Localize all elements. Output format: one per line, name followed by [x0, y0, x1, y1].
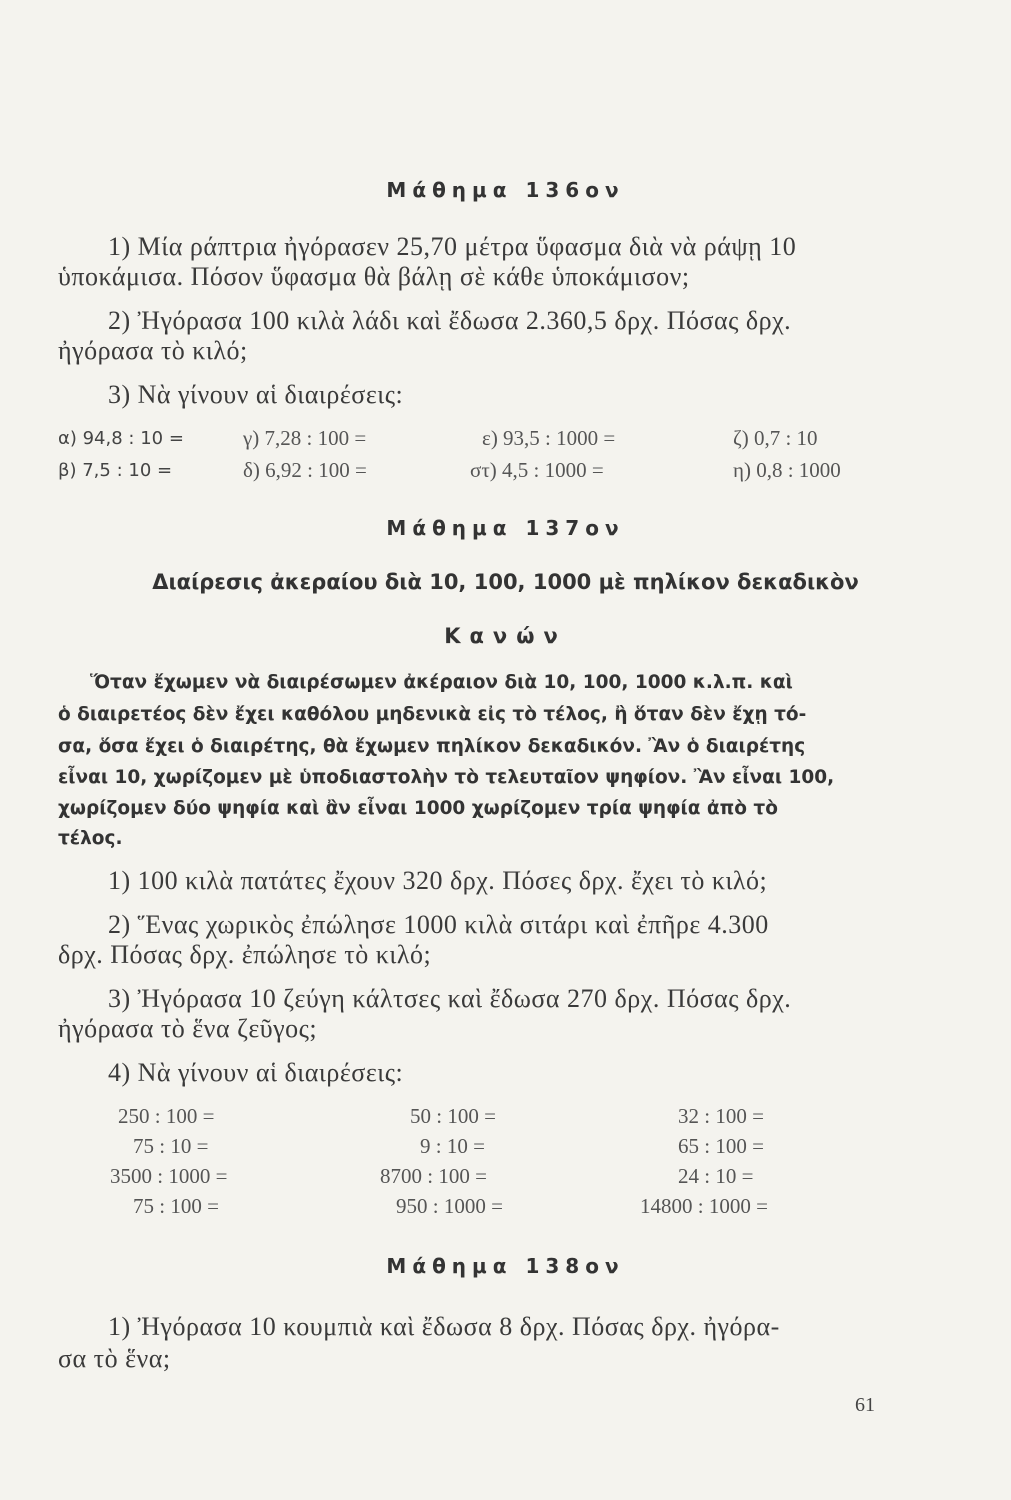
division-cell: 250 : 100 =	[118, 1104, 215, 1128]
lesson-136-problem-1-line-2: ὑποκάμισα. Πόσον ὕφασμα θὰ βάλῃ σὲ κάθε ὑποκάμισον;	[58, 262, 690, 291]
division-cell: 65 : 100 =	[678, 1134, 764, 1158]
division-cell: 75 : 100 =	[133, 1194, 219, 1218]
lesson-137-problem-3-line-2: ἠγόρασα τὸ ἕνα ζεῦγος;	[58, 1014, 318, 1043]
lesson-137-problem-2-line-2: δρχ. Πόσας δρχ. ἐπώλησε τὸ κιλό;	[58, 940, 432, 969]
page-number: 61	[855, 1394, 875, 1416]
division-cell: ζ) 0,7 : 10	[733, 426, 818, 450]
lesson-137-subtitle: Διαίρεσις ἀκεραίου διὰ 10, 100, 1000 μὲ πηλίκον δεκαδικὸν	[152, 570, 859, 594]
division-cell: β) 7,5 : 10 =	[58, 460, 173, 481]
division-cell: 950 : 1000 =	[396, 1194, 503, 1218]
division-cell: 9 : 10 =	[420, 1134, 485, 1158]
division-cell: 50 : 100 =	[410, 1104, 496, 1128]
lesson-136-problem-2-line-2: ἠγόρασα τὸ κιλό;	[58, 336, 248, 365]
rule-text-line: χωρίζομεν δύο ψηφία καὶ ἂν εἶναι 1000 χωρίζομεν τρία ψηφία ἀπὸ τὸ	[58, 798, 778, 819]
division-cell: 32 : 100 =	[678, 1104, 764, 1128]
division-cell: δ) 6,92 : 100 =	[243, 458, 367, 482]
lesson-136-title: Μάθημα 136ον	[386, 178, 625, 202]
division-cell: στ) 4,5 : 1000 =	[470, 458, 604, 482]
lesson-138-problem-1-line-2: σα τὸ ἕνα;	[58, 1344, 171, 1373]
division-cell: ε) 93,5 : 1000 =	[482, 426, 616, 450]
division-cell: 3500 : 1000 =	[110, 1164, 228, 1188]
division-cell: η) 0,8 : 1000	[733, 458, 841, 482]
rule-title: Κανών	[444, 624, 567, 648]
rule-text-line: ὁ διαιρετέος δὲν ἔχει καθόλου μηδενικὰ εἰς τὸ τέλος, ἢ ὅταν δὲν ἔχῃ τό-	[58, 704, 807, 725]
lesson-138-title: Μάθημα 138ον	[386, 1254, 625, 1278]
lesson-136-problem-1-line-1: 1) Μία ράπτρια ἠγόρασεν 25,70 μέτρα ὕφασμα διὰ νὰ ράψῃ 10	[108, 232, 797, 261]
lesson-138-problem-1-line-1: 1) Ἠγόρασα 10 κουμπιὰ καὶ ἔδωσα 8 δρχ. Πόσας δρχ. ἠγόρα-	[108, 1312, 780, 1341]
rule-text-line: τέλος.	[58, 828, 123, 849]
lesson-137-problem-4-line-1: 4) Νὰ γίνουν αἱ διαιρέσεις:	[108, 1058, 404, 1087]
lesson-137-problem-1: 1) 100 κιλὰ πατάτες ἔχουν 320 δρχ. Πόσες δρχ. ἔχει τὸ κιλό;	[108, 866, 768, 895]
division-cell: 14800 : 1000 =	[640, 1194, 768, 1218]
lesson-137-problem-3-line-1: 3) Ἠγόρασα 10 ζεύγη κάλτσες καὶ ἔδωσα 270 δρχ. Πόσας δρχ.	[108, 984, 792, 1013]
division-cell: γ) 7,28 : 100 =	[243, 426, 367, 450]
rule-text-line: σα, ὅσα ἔχει ὁ διαιρέτης, θὰ ἔχωμεν πηλίκον δεκαδικόν. Ἂν ὁ διαιρέτης	[58, 736, 806, 757]
division-cell: 75 : 10 =	[133, 1134, 209, 1158]
rule-text-line: Ὅταν ἔχωμεν νὰ διαιρέσωμεν ἀκέραιον διὰ 10, 100, 1000 κ.λ.π. καὶ	[90, 672, 793, 693]
lesson-136-problem-2-line-1: 2) Ἠγόρασα 100 κιλὰ λάδι καὶ ἔδωσα 2.360,5 δρχ. Πόσας δρχ.	[108, 306, 792, 335]
division-cell: 24 : 10 =	[678, 1164, 754, 1188]
lesson-137-problem-2-line-1: 2) Ἕνας χωρικὸς ἐπώλησε 1000 κιλὰ σιτάρι καὶ ἐπῆρε 4.300	[108, 910, 769, 939]
division-cell: α) 94,8 : 10 =	[58, 428, 184, 449]
lesson-136-problem-3-line-1: 3) Νὰ γίνουν αἱ διαιρέσεις:	[108, 380, 404, 409]
rule-text-line: εἶναι 10, χωρίζομεν μὲ ὑποδιαστολὴν τὸ τελευταῖον ψηφίον. Ἂν εἶναι 100,	[58, 767, 835, 788]
lesson-137-title: Μάθημα 137ον	[386, 516, 625, 540]
division-cell: 8700 : 100 =	[380, 1164, 487, 1188]
